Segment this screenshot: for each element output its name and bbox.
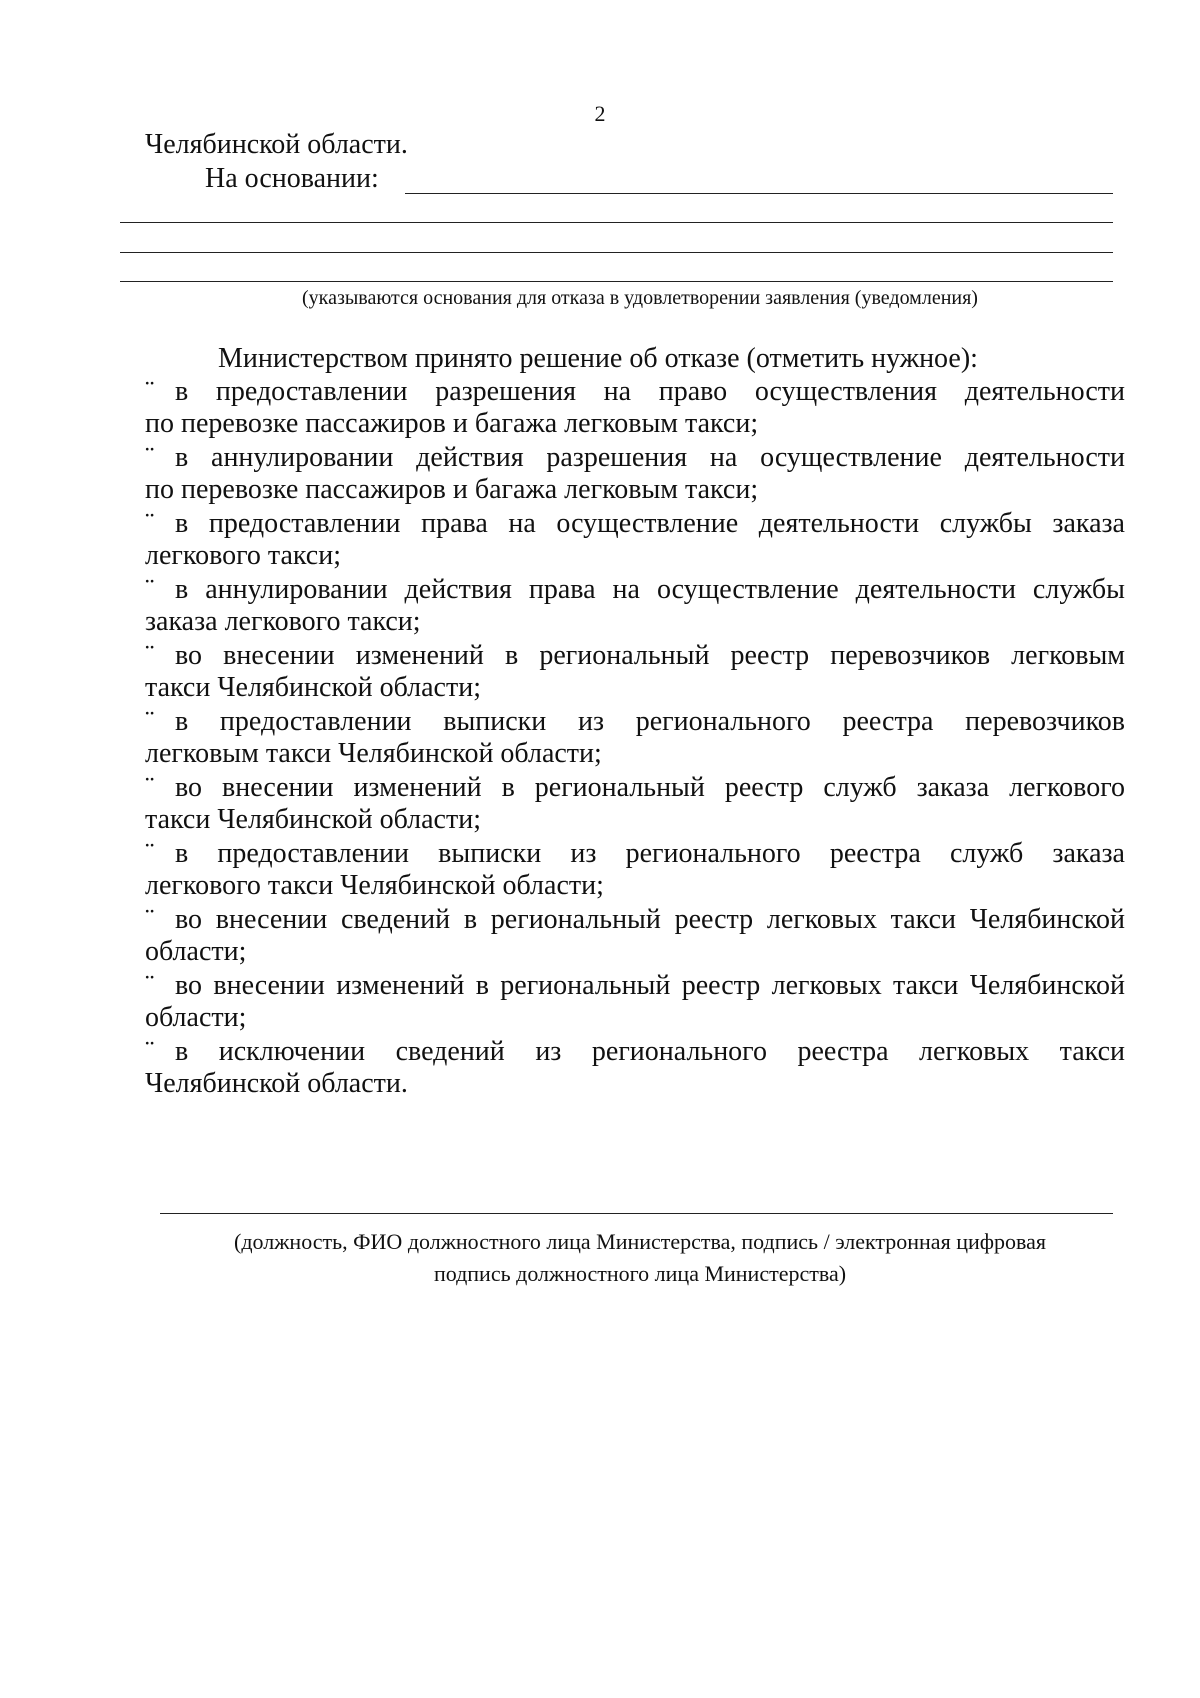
page-number: 2 bbox=[594, 101, 606, 126]
option-line-2: по перевозке пассажиров и багажа легковым такси; bbox=[145, 408, 759, 439]
basis-input-line-1[interactable] bbox=[405, 193, 1113, 194]
checkbox-icon[interactable]: ¨ bbox=[145, 706, 155, 737]
option-item[interactable] bbox=[145, 904, 1125, 970]
option-line-1 bbox=[145, 376, 1125, 408]
signature-caption-line-1: (должность, ФИО должностного лица Министерства, подпись / электронная цифровая bbox=[234, 1229, 1046, 1254]
option-line-1 bbox=[145, 772, 1125, 804]
option-line-2: Челябинской области. bbox=[145, 1068, 408, 1099]
option-line-1 bbox=[145, 1036, 1125, 1068]
basis-input-line-2[interactable] bbox=[120, 222, 1113, 223]
option-text: во внесении изменений в региональный реестр служб заказа легкового bbox=[175, 772, 1125, 803]
option-line-1 bbox=[145, 838, 1125, 870]
option-item[interactable] bbox=[145, 772, 1125, 838]
option-line-2: легкового такси; bbox=[145, 540, 341, 571]
checkbox-icon[interactable]: ¨ bbox=[145, 904, 155, 935]
checkbox-icon[interactable]: ¨ bbox=[145, 574, 155, 605]
basis-input-line-4[interactable] bbox=[120, 281, 1113, 282]
checkbox-icon[interactable]: ¨ bbox=[145, 1036, 155, 1067]
option-text: в предоставлении выписки из регионального реестра служб заказа bbox=[175, 838, 1125, 869]
basis-input-line-3[interactable] bbox=[120, 252, 1113, 253]
option-item[interactable] bbox=[145, 442, 1125, 508]
checkbox-icon[interactable]: ¨ bbox=[145, 772, 155, 803]
option-text: в аннулировании действия разрешения на осуществление деятельности bbox=[175, 442, 1125, 473]
option-text: в предоставлении права на осуществление деятельности службы заказа bbox=[175, 508, 1125, 539]
option-text: в предоставлении выписки из регионального реестра перевозчиков bbox=[175, 706, 1125, 737]
option-item[interactable] bbox=[145, 1036, 1125, 1102]
option-item[interactable] bbox=[145, 376, 1125, 442]
option-item[interactable] bbox=[145, 706, 1125, 772]
option-line-2: по перевозке пассажиров и багажа легковым такси; bbox=[145, 474, 759, 505]
option-line-1 bbox=[145, 970, 1125, 1002]
option-line-2: области; bbox=[145, 1002, 247, 1033]
basis-caption: (указываются основания для отказа в удовлетворении заявления (уведомления) bbox=[302, 287, 978, 309]
option-text: в предоставлении разрешения на право осуществления деятельности bbox=[175, 376, 1125, 407]
option-line-1 bbox=[145, 640, 1125, 672]
option-line-2: такси Челябинской области; bbox=[145, 672, 481, 703]
basis-label: На основании: bbox=[205, 163, 379, 194]
option-list bbox=[145, 376, 1125, 1102]
option-text: во внесении сведений в региональный реестр легковых такси Челябинской bbox=[175, 904, 1125, 935]
checkbox-icon[interactable]: ¨ bbox=[145, 508, 155, 539]
option-line-1 bbox=[145, 442, 1125, 474]
region-tail-text: Челябинской области. bbox=[145, 129, 408, 160]
checkbox-icon[interactable]: ¨ bbox=[145, 376, 155, 407]
signature-caption-line-2: подпись должностного лица Министерства) bbox=[433, 1261, 847, 1286]
option-line-2: области; bbox=[145, 936, 247, 967]
option-item[interactable] bbox=[145, 838, 1125, 904]
option-item[interactable] bbox=[145, 508, 1125, 574]
checkbox-icon[interactable]: ¨ bbox=[145, 838, 155, 869]
option-text: в исключении сведений из регионального реестра легковых такси bbox=[175, 1036, 1125, 1067]
option-line-1 bbox=[145, 904, 1125, 936]
signature-line[interactable] bbox=[160, 1213, 1113, 1214]
option-item[interactable] bbox=[145, 970, 1125, 1036]
option-item[interactable] bbox=[145, 640, 1125, 706]
signature-caption bbox=[145, 1226, 1135, 1290]
option-text: во внесении изменений в региональный реестр легковых такси Челябинской bbox=[175, 970, 1125, 1001]
option-line-2: такси Челябинской области; bbox=[145, 804, 481, 835]
checkbox-icon[interactable]: ¨ bbox=[145, 970, 155, 1001]
option-line-2: заказа легкового такси; bbox=[145, 606, 421, 637]
decision-intro: Министерством принято решение об отказе (отметить нужное): bbox=[218, 343, 978, 374]
checkbox-icon[interactable]: ¨ bbox=[145, 442, 155, 473]
option-item[interactable] bbox=[145, 574, 1125, 640]
option-line-1 bbox=[145, 706, 1125, 738]
option-text: в аннулировании действия права на осуществление деятельности службы bbox=[175, 574, 1125, 605]
checkbox-icon[interactable]: ¨ bbox=[145, 640, 155, 671]
option-line-2: легковым такси Челябинской области; bbox=[145, 738, 602, 769]
option-line-2: легкового такси Челябинской области; bbox=[145, 870, 604, 901]
option-line-1 bbox=[145, 508, 1125, 540]
option-line-1 bbox=[145, 574, 1125, 606]
option-text: во внесении изменений в региональный реестр перевозчиков легковым bbox=[175, 640, 1125, 671]
